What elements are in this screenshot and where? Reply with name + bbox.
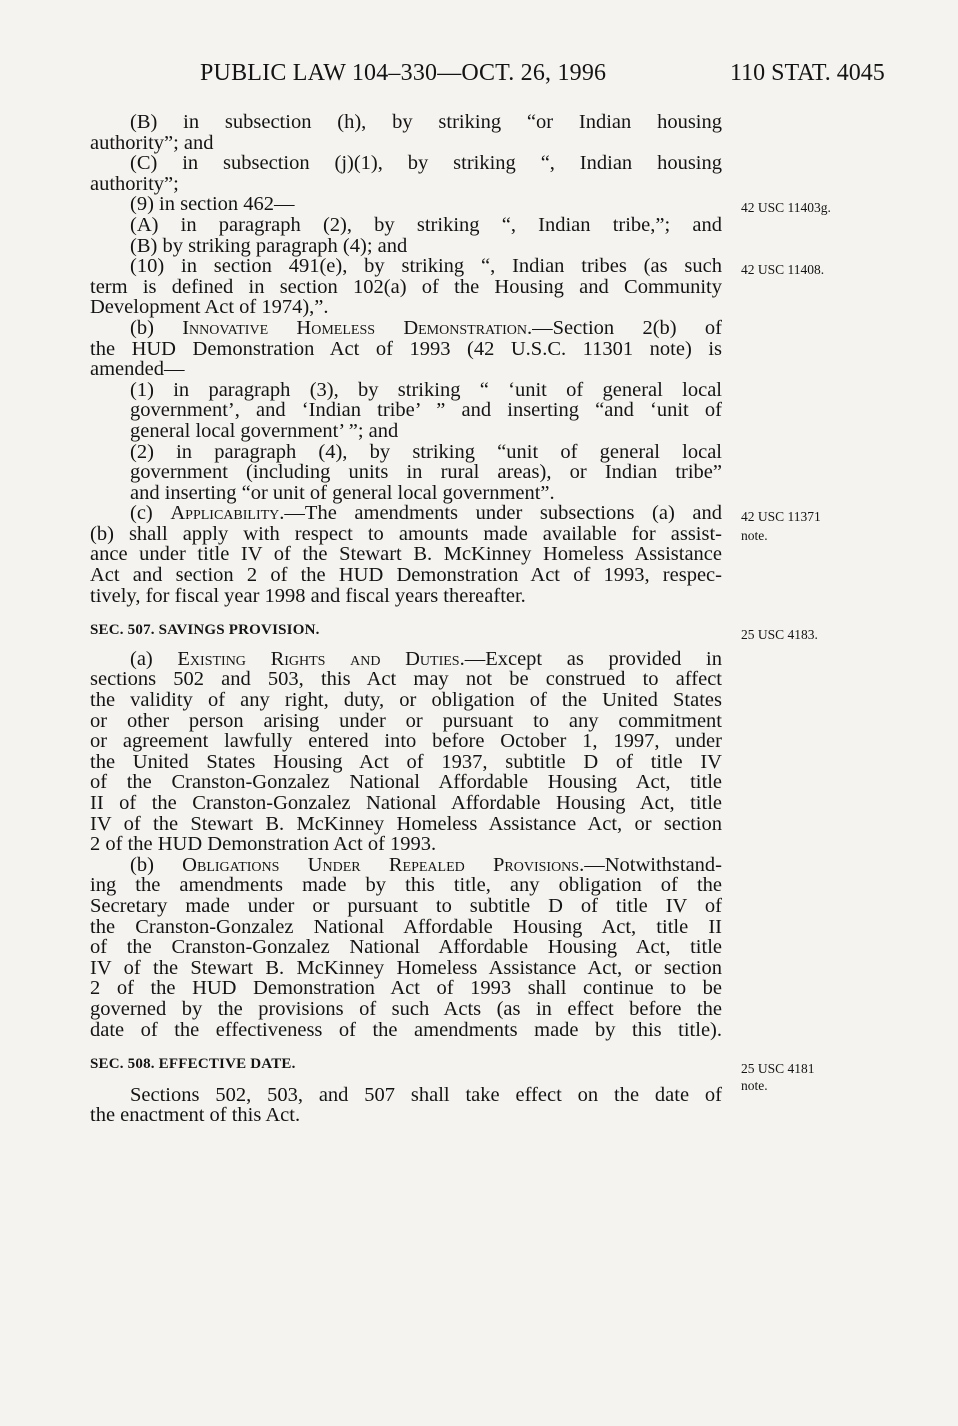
- text-line: ing the amendments made by this title, any obligation of the: [90, 874, 722, 897]
- subsection-heading: Obligations Under Repealed Provisions: [182, 853, 580, 876]
- text-line: II of the Cranston-Gonzalez National Affordable Housing Act, title: [90, 792, 722, 814]
- subsection-label: (b): [130, 316, 183, 339]
- text-line: the United States Housing Act of 1937, subtitle D of title IV: [90, 750, 722, 773]
- text-line: Sections 502, 503, and 507 shall take effect on the date of: [130, 1083, 722, 1106]
- subsection-label: (a): [130, 647, 178, 670]
- section-508-heading: SEC. 508. EFFECTIVE DATE.: [90, 1056, 296, 1073]
- subsection-label: (b): [130, 853, 183, 876]
- text-line: 2 of the HUD Demonstration Act of 1993.: [90, 833, 437, 856]
- text-line: or agreement lawfully entered into before October 1, 1997, under: [90, 730, 722, 753]
- subsection-heading: Existing Rights and Duties: [177, 647, 460, 670]
- text-line: general local government’ ”; and: [130, 419, 399, 442]
- section-507-heading: SEC. 507. SAVINGS PROVISION.: [90, 622, 320, 639]
- text-line: (9) in section 462—: [130, 193, 295, 216]
- text-line: amended—: [90, 358, 185, 381]
- text-line: and inserting “or unit of general local government”.: [130, 481, 555, 504]
- subsection-b-heading-line-507: [90, 855, 722, 876]
- text-line: date of the effectiveness of the amendments made by this title).: [90, 1018, 722, 1041]
- margin-note-citation: note.: [741, 528, 768, 543]
- text-line: Development Act of 1974),”.: [90, 296, 329, 319]
- text-line: government (including units in rural areas), or Indian tribe”: [130, 461, 722, 484]
- subsection-heading: Applicability: [170, 502, 280, 525]
- text-line: (b) shall apply with respect to amounts made available for assist-: [90, 522, 722, 545]
- text-line: (B) by striking paragraph (4); and: [130, 234, 408, 257]
- text-line: of the Cranston-Gonzalez National Affordable Housing Act, title: [90, 771, 722, 794]
- margin-note-citation: 42 USC 11403g.: [741, 200, 831, 215]
- text-line: the enactment of this Act.: [90, 1104, 301, 1127]
- text-line: Secretary made under or pursuant to subtitle D of title IV of: [90, 894, 722, 917]
- subsection-text: .—The amendments under subsections (a) and: [279, 502, 722, 525]
- text-line: the validity of any right, duty, or obligation of the United States: [90, 689, 722, 712]
- text-line: IV of the Stewart B. McKinney Homeless Assistance Act, or section: [90, 812, 722, 835]
- text-line: (1) in paragraph (3), by striking “ ‘unit of general local: [130, 378, 722, 401]
- subsection-label: (c): [130, 502, 171, 525]
- text-line: the Cranston-Gonzalez National Affordable Housing Act, title II: [90, 915, 722, 938]
- text-line: governed by the provisions of such Acts (as in effect before the: [90, 997, 722, 1020]
- subsection-heading: Innovative Homeless Demonstration: [182, 316, 528, 339]
- text-line: sections 502 and 503, this Act may not be construed to affect: [90, 668, 722, 691]
- running-header-page: 110 STAT. 4045: [730, 60, 885, 86]
- text-line: (C) in subsection (j)(1), by striking “, Indian housing: [130, 152, 722, 175]
- text-line: 2 of the HUD Demonstration Act of 1993 shall continue to be: [90, 977, 722, 1000]
- text-line: (B) in subsection (h), by striking “or Indian housing: [130, 111, 722, 133]
- text-line: (A) in paragraph (2), by striking “, Indian tribe,”; and: [130, 213, 722, 236]
- text-line: government’, and ‘Indian tribe’ ” and inserting “and ‘unit of: [130, 399, 722, 422]
- subsection-text: .—Except as provided in: [459, 647, 722, 670]
- text-line: authority”; and: [90, 131, 214, 154]
- subsection-text: .—Notwithstand-: [579, 853, 723, 876]
- text-line: (10) in section 491(e), by striking “, Indian tribes (as such: [130, 255, 722, 278]
- subsection-c-heading-line: [90, 503, 722, 524]
- text-line: IV of the Stewart B. McKinney Homeless Assistance Act, or section: [90, 956, 722, 979]
- text-line: tively, for fiscal year 1998 and fiscal years thereafter.: [90, 584, 526, 607]
- margin-note-citation: 42 USC 11371: [741, 509, 821, 524]
- margin-note-citation: note.: [741, 1078, 768, 1093]
- text-line: Act and section 2 of the HUD Demonstration Act of 1993, respec-: [90, 564, 722, 587]
- text-line: (2) in paragraph (4), by striking “unit of general local: [130, 440, 722, 463]
- running-header-title: PUBLIC LAW 104–330—OCT. 26, 1996: [200, 60, 607, 86]
- subsection-b-heading-line: [90, 318, 722, 339]
- statute-body: [90, 112, 722, 1126]
- text-line: of the Cranston-Gonzalez National Affordable Housing Act, title: [90, 936, 722, 959]
- margin-note-citation: 42 USC 11408.: [741, 262, 825, 277]
- text-line: the HUD Demonstration Act of 1993 (42 U.S.C. 11301 note) is: [90, 337, 722, 360]
- text-line: ance under title IV of the Stewart B. McKinney Homeless Assistance: [90, 543, 722, 566]
- margin-note-citation: 25 USC 4181: [741, 1061, 815, 1076]
- subsection-a-heading-line: [90, 649, 722, 670]
- text-line: or other person arising under or pursuant to any commitment: [90, 709, 722, 732]
- subsection-text: .—Section 2(b) of: [527, 316, 722, 339]
- text-line: authority”;: [90, 172, 179, 195]
- text-line: term is defined in section 102(a) of the Housing and Community: [90, 275, 722, 298]
- margin-note-citation: 25 USC 4183.: [741, 627, 818, 642]
